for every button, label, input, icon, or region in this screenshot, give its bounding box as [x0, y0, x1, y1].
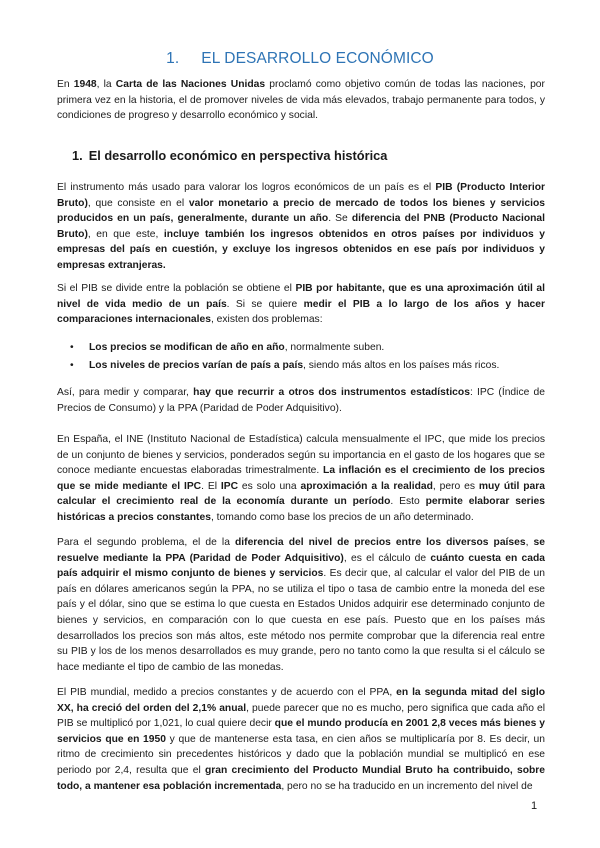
page-number: 1	[531, 800, 538, 812]
list-item: • Los precios se modifican de año en año, normalmente suben.	[70, 342, 385, 353]
paragraph-pib-habitante: Si el PIB se divide entre la población se obtiene el PIB por habitante, que es una aproximación útil al nivel de vida medio de un país. Si se quiere medir el PIB a lo largo de los años y hacer comparaciones internacionales, existen dos problemas:	[57, 283, 545, 326]
paragraph-pib: El instrumento más usado para valorar los logros económicos de un país es el PIB (Producto Interior Bruto), que consiste en el valor monetario a precio de mercado de todos los bienes y servicios producidos en un país, generalmente, durante un año. Se diferencia del PNB (Producto Nacional Bruto), en que este, incluye también los ingresos obtenidos en otros países por individuos y empresas del país en cuestión, y excluye los ingresos obtenidos en ese país por individuos y empresas extranjeras.	[57, 182, 545, 271]
paragraph-pib-mundial: El PIB mundial, medido a precios constantes y de acuerdo con el PPA, en la segunda mitad del siglo XX, ha creció del orden del 2,1% anual, puede parecer que no es mucho, pero significa que cada año el PIB se multiplicó por 1,021, lo cual quiere decir que el mundo producía en 2001 2,8 veces más bienes y servicios que en 1950 y que de mantenerse esta tasa, en cien años se multiplicaría por 8. Es decir, un ritmo de crecimiento sin precedentes históricos y dado que la población mundial se multiplicó en ese periodo por 2,4, resulta que el gran crecimiento del Producto Mundial Bruto ha contribuido, sobre todo, a mantener esa población incrementada, pero no se ha traducido en un incremento del nivel de	[57, 687, 546, 792]
title-number: 1.	[166, 50, 180, 67]
paragraph-instrumentos: Así, para medir y comparar, hay que recurrir a otros dos instrumentos estadísticos: IPC (Índice de Precios de Consumo) y la PPA (Paridad de Poder Adquisitivo).	[57, 387, 545, 414]
title-text: EL DESARROLLO ECONÓMICO	[201, 50, 434, 67]
paragraph-ipc: En España, el INE (Instituto Nacional de Estadística) calcula mensualmente el IPC, que mide los precios de un conjunto de bienes y servicios, ponderados según su importancia en el gasto de los hogares que se conoce mediante encuestas elaboradas trimestralmente. La inflación es el crecimiento de los precios que se mide mediante el IPC. El IPC es solo una aproximación a la realidad, pero es muy útil para calcular el crecimiento real de la economía durante un período. Esto permite elaborar series históricas a precios constantes, tomando como base los precios de un año determinado.	[57, 434, 546, 523]
problems-list	[57, 339, 545, 375]
section-heading: 1. El desarrollo económico en perspectiva histórica	[72, 148, 388, 163]
paragraph-ppa: Para el segundo problema, el de la diferencia del nivel de precios entre los diversos países, se resuelve mediante la PPA (Paridad de Poder Adquisitivo), es el cálculo de cuánto cuesta en cada país adquirir el mismo conjunto de bienes y servicios. Es decir que, al calcular el valor del PIB de un país en dólares americanos según la PPA, no se utiliza el tipo o tasa de cambio entre la moneda del ese país y el dólar, sino que se estima lo que cuesta en Estados Unidos adquirir ese determinado conjunto de bienes y servicios, en comparación con lo que cuesta en ese país. Puesto que en los países más desarrollados los precios son más altos, este método nos permite comprobar que la diferencia real entre su PIB y los de los menos desarrollados es muy grande, pero no tanto como la que resulta si el cálculo se hace mediante el tipo de cambio de las monedas.	[57, 537, 546, 673]
intro-paragraph: En 1948, la Carta de las Naciones Unidas proclamó como objetivo común de todas las naciones, por primera vez en la historia, el de promover niveles de vida más elevados, trabajo permanente para todos, y condiciones de progreso y desarrollo económico y social.	[57, 79, 545, 122]
list-item: • Los niveles de precios varían de país a país, siendo más altos en los países más ricos.	[70, 360, 500, 371]
page-title	[0, 50, 600, 68]
